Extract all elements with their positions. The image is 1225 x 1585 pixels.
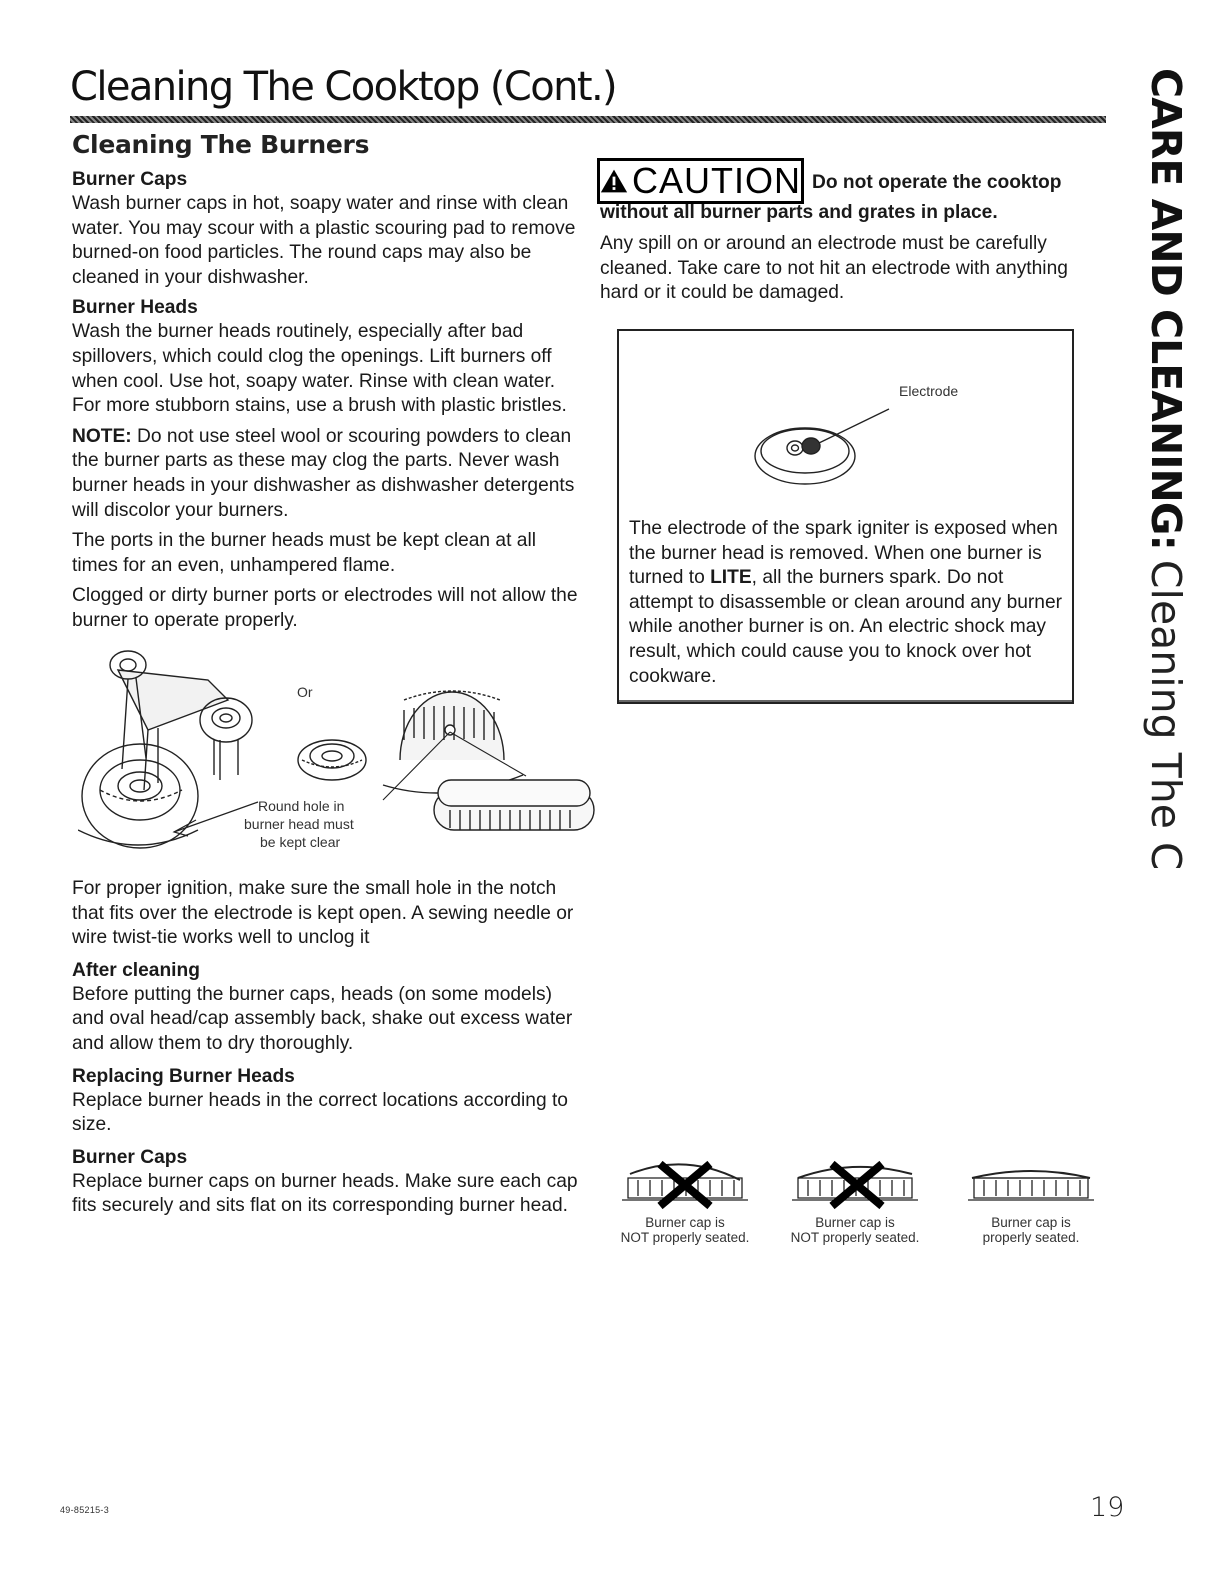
cap-caption-2-line1: Burner cap is xyxy=(815,1215,895,1230)
electrode-text-1: The electrode of the spark igniter is exposed when the burner head is removed. When one burner is turned to xyxy=(629,518,1058,589)
caution-word: CAUTION xyxy=(632,160,801,201)
side-tab-bold: CARE AND CLEANING: xyxy=(1142,68,1190,550)
cap-seated-icon xyxy=(956,1160,1106,1210)
spill-text: Any spill on or around an electrode must be carefully cleaned. Take care to not hit an electrode with anything hard or it could be damaged. xyxy=(600,233,1068,304)
warning-triangle-icon xyxy=(600,167,628,195)
side-tab-light: Cleaning The Cooktop xyxy=(1142,559,1190,868)
cap-figure-seated xyxy=(956,1160,1106,1250)
burner-heads-heading: Burner Heads xyxy=(72,297,198,319)
cap-not-seated-icon xyxy=(610,1160,760,1210)
burner-heads-text: Wash the burner heads routinely, especially after bad spillovers, which could clog the openings. Lift burners off when cool. Use hot, soapy water. Rinse with clean water. For more stubborn stains, use a brush with plastic bristles. xyxy=(72,321,567,417)
illus-round-hole-line2: burner head must xyxy=(244,816,354,832)
after-cleaning-text: Before putting the burner caps, heads (on some models) and oval head/cap assembly back, shake out excess water and allow them to dry thoroughly. xyxy=(72,983,573,1054)
electrode-text xyxy=(629,517,1069,689)
note-paragraph xyxy=(72,425,582,523)
side-tab xyxy=(1140,68,1190,868)
clogged-text: Clogged or dirty burner ports or electrodes will not allow the burner to operate properly. xyxy=(72,585,578,631)
replacing-heads-heading: Replacing Burner Heads xyxy=(72,1065,295,1087)
left-column-lower xyxy=(72,877,582,1223)
burner-illustration xyxy=(78,640,598,862)
electrode-text-2: , all the burners spark. Do not attempt to disassemble or clean around any burner while another burner is on. An electric shock may result, which could cause you to knock over hot cookware. xyxy=(629,567,1063,687)
caution-lead-line2: without all burner parts and grates in place. xyxy=(600,202,998,223)
illus-round-hole-line3: be kept clear xyxy=(260,834,341,850)
cap-caption-3-line2: properly seated. xyxy=(982,1230,1080,1245)
cap-not-seated-icon xyxy=(780,1160,930,1210)
left-column-upper xyxy=(72,168,582,640)
cap-figure-not-seated-2 xyxy=(780,1160,930,1250)
caution-box xyxy=(597,158,804,204)
title-rule xyxy=(70,116,1106,123)
burner-caps-text: Wash burner caps in hot, soapy water and rinse with clean water. You may scour with a plastic scouring pad to remove burned-on food particles. The round caps may also be cleaned in your dishwasher. xyxy=(72,193,576,288)
illus-or-label: Or xyxy=(297,684,313,700)
svg-text:CARE AND CLEANING:Cleaning The xyxy=(1142,68,1190,868)
ports-text: The ports in the burner heads must be kept clean at all times for an even, unhampered flame. xyxy=(72,530,536,576)
burner-caps-2-heading: Burner Caps xyxy=(72,1146,188,1168)
burner-caps-heading: Burner Caps xyxy=(72,169,188,190)
lite-label: LITE xyxy=(710,567,752,589)
electrode-warning-box xyxy=(617,329,1074,704)
cap-caption-1-line1: Burner cap is xyxy=(645,1215,725,1230)
page-title: Cleaning The Cooktop (Cont.) xyxy=(70,64,617,110)
burner-caps-2-text: Replace burner caps on burner heads. Make sure each cap fits securely and sits flat on its corresponding burner head. xyxy=(72,1170,578,1217)
cap-seating-figures xyxy=(610,1160,1100,1250)
illus-round-hole-line1: Round hole in xyxy=(258,798,345,814)
document-number: 49-85215-3 xyxy=(60,1505,110,1515)
note-text: Do not use steel wool or scouring powders to clean the burner parts as these may clog the parts. Never wash burner heads in your dishwasher as dishwasher detergents will discolor your burners. xyxy=(72,425,575,521)
electrode-drawing xyxy=(619,331,1076,511)
cap-caption-1-line2: NOT properly seated. xyxy=(620,1230,750,1245)
ignition-text: For proper ignition, make sure the small hole in the notch that fits over the electrode is kept open. A sewing needle or wire twist-tie works well to unclog it xyxy=(72,878,574,949)
cap-caption-3-line1: Burner cap is xyxy=(991,1215,1071,1230)
side-tab-text xyxy=(1140,68,1190,868)
replacing-heads-text: Replace burner heads in the correct locations according to size. xyxy=(72,1089,568,1136)
page-number: 19 xyxy=(1090,1492,1125,1523)
cap-figure-not-seated-1 xyxy=(610,1160,760,1250)
cap-caption-2-line2: NOT properly seated. xyxy=(790,1230,920,1245)
after-cleaning-heading: After cleaning xyxy=(72,959,200,981)
section-title: Cleaning The Burners xyxy=(72,130,370,159)
note-label: NOTE: xyxy=(72,425,132,447)
electrode-label: Electrode xyxy=(899,383,959,399)
caution-lead-line1: Do not operate the cooktop xyxy=(812,172,1062,193)
